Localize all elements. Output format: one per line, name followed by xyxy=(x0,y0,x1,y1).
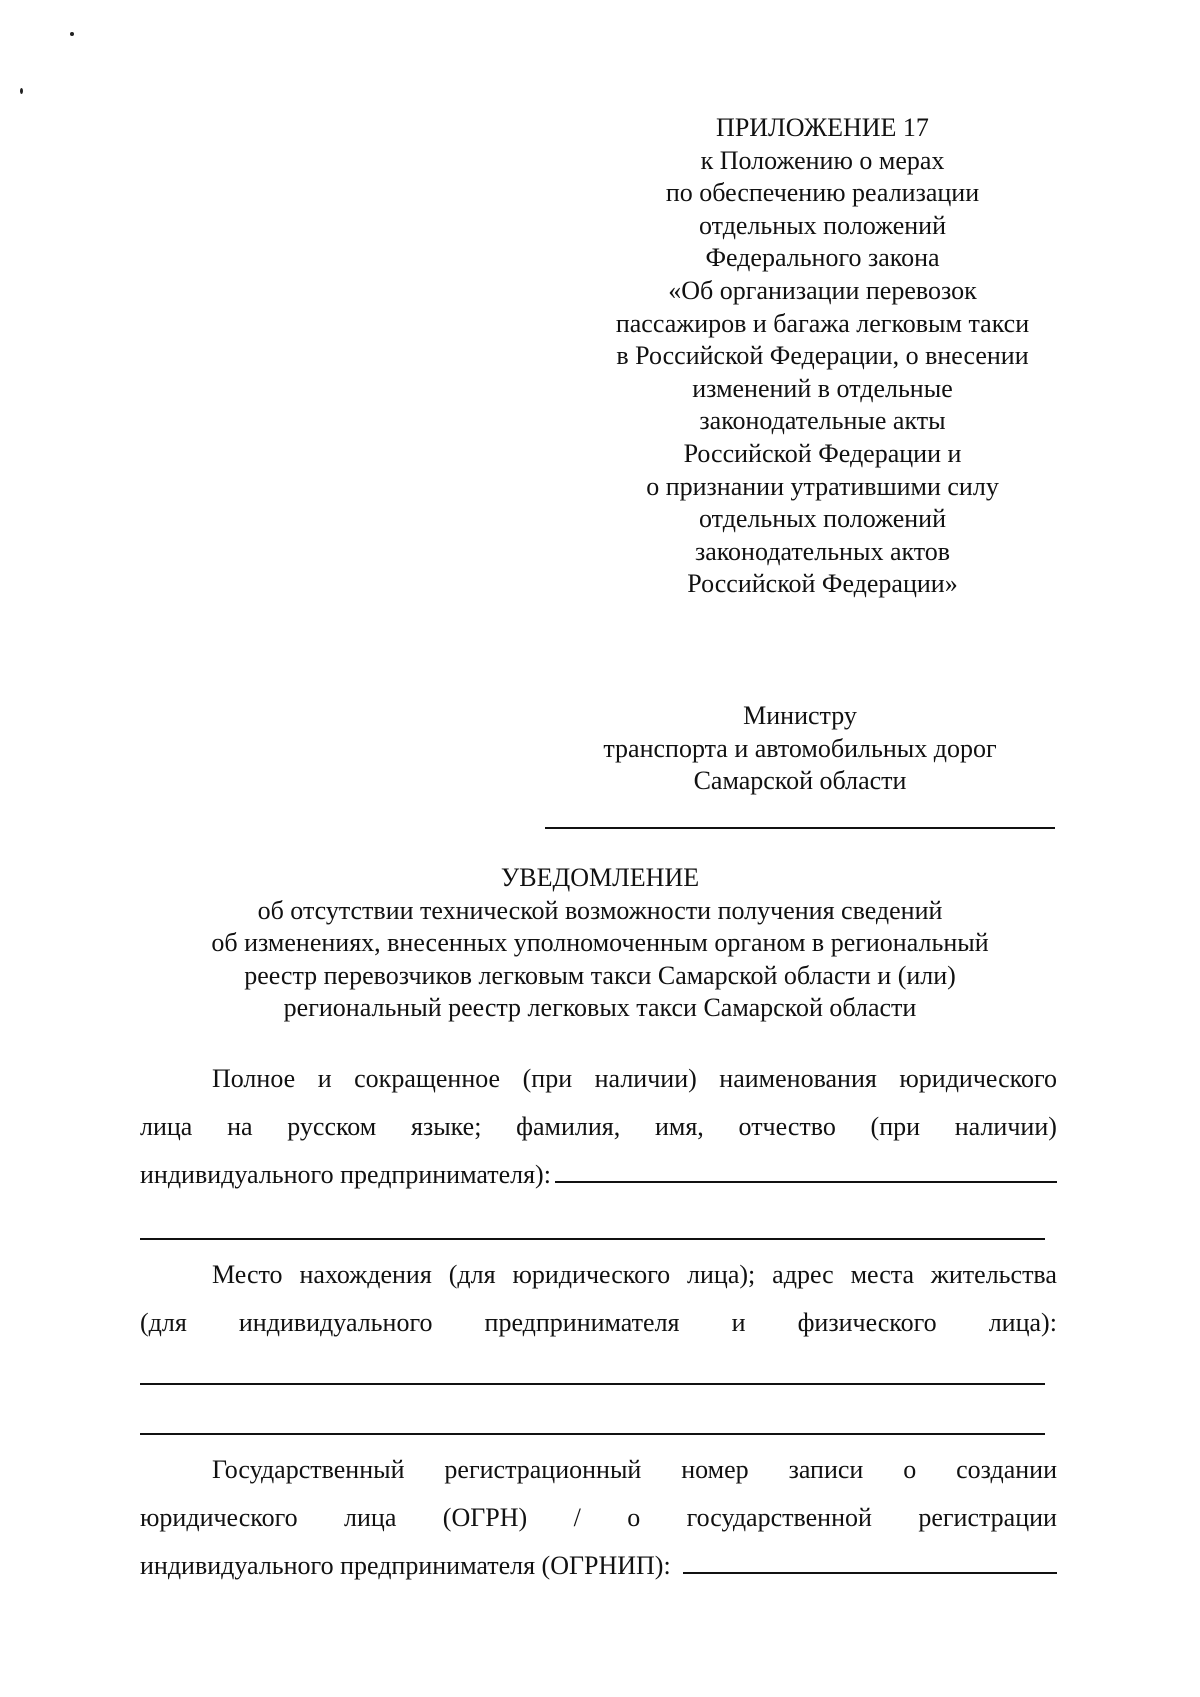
notice-heading xyxy=(150,862,1050,1025)
word: жительства xyxy=(930,1260,1057,1289)
name-field-label: индивидуального предпринимателя): xyxy=(140,1160,551,1189)
scan-speck xyxy=(70,32,74,36)
word: (при xyxy=(522,1064,573,1093)
word: на xyxy=(227,1112,253,1141)
word: физического xyxy=(797,1308,937,1337)
appendix-line: по обеспечению реализации xyxy=(665,178,980,208)
word: (ОГРН) xyxy=(442,1503,528,1532)
word: сокращенное xyxy=(354,1064,501,1093)
word: лица): xyxy=(988,1308,1057,1337)
appendix-line: изменений в отдельные xyxy=(692,373,953,403)
word: государственной xyxy=(686,1503,872,1532)
word: юридического xyxy=(140,1503,298,1532)
word: места xyxy=(850,1260,914,1289)
appendix-line: Федерального закона xyxy=(705,243,940,273)
word: номер xyxy=(681,1455,749,1484)
address-label-line xyxy=(140,1299,1057,1347)
appendix-line: в Российской Федерации, о внесении xyxy=(616,341,1029,371)
appendix-line: законодательных актов xyxy=(694,536,951,566)
word: создании xyxy=(956,1455,1057,1484)
ogrn-label-line xyxy=(140,1446,1057,1494)
addressee-line: транспорта и автомобильных дорог xyxy=(603,733,997,763)
name-input[interactable] xyxy=(555,1151,1057,1183)
word: русском xyxy=(287,1112,377,1141)
name-label-line xyxy=(140,1103,1057,1151)
address-label-line xyxy=(140,1251,1057,1299)
appendix-line: отдельных положений xyxy=(699,504,946,534)
word: имя, xyxy=(654,1112,704,1141)
appendix-line: законодательные акты xyxy=(699,406,946,436)
word: записи xyxy=(788,1455,864,1484)
name-field-block xyxy=(140,1055,1057,1199)
name-input-continuation[interactable] xyxy=(140,1238,1045,1240)
name-input-line xyxy=(140,1151,1057,1199)
ogrn-field-label: индивидуального предпринимателя (ОГРНИП): xyxy=(140,1551,671,1580)
ogrn-input[interactable] xyxy=(683,1542,1057,1574)
word: индивидуального xyxy=(238,1308,433,1337)
appendix-line: Российской Федерации и xyxy=(683,438,962,468)
word: адрес xyxy=(772,1260,834,1289)
word: наличии) xyxy=(954,1112,1057,1141)
word: лица xyxy=(140,1112,193,1141)
appendix-line: ПРИЛОЖЕНИЕ 17 xyxy=(716,113,929,142)
word: предпринимателя xyxy=(484,1308,680,1337)
appendix-line: отдельных положений xyxy=(699,210,946,240)
notice-subtitle-line: об отсутствии технической возможности получения сведений xyxy=(257,895,943,925)
word: лица); xyxy=(687,1260,756,1289)
word: языке; xyxy=(410,1112,482,1141)
addressee-signature-line[interactable] xyxy=(545,827,1055,829)
word: юридического xyxy=(899,1064,1057,1093)
scan-speck xyxy=(20,88,23,94)
ogrn-input-line xyxy=(140,1542,1057,1590)
appendix-header xyxy=(560,112,1085,601)
word: о xyxy=(903,1455,917,1484)
notice-subtitle-line: реестр перевозчиков легковым такси Самарской области и (или) xyxy=(244,960,956,990)
word: / xyxy=(573,1503,581,1532)
word: и xyxy=(317,1064,332,1093)
word: (для xyxy=(140,1308,187,1337)
word: наличии) xyxy=(594,1064,697,1093)
word: (для xyxy=(448,1260,496,1289)
appendix-line: пассажиров и багажа легковым такси xyxy=(615,308,1030,338)
address-field-block xyxy=(140,1251,1057,1347)
addressee-block xyxy=(560,700,1040,798)
appendix-line: к Положению о мерах xyxy=(700,145,945,175)
word: Полное xyxy=(212,1064,296,1093)
appendix-line: о признании утратившими силу xyxy=(646,471,999,501)
word: и xyxy=(731,1308,746,1337)
word: Государственный xyxy=(212,1455,405,1484)
name-label-line xyxy=(140,1055,1057,1103)
notice-subtitle-line: об изменениях, внесенных уполномоченным органом в региональный xyxy=(211,928,989,958)
appendix-line: «Об организации перевозок xyxy=(668,275,977,305)
word: юридического xyxy=(512,1260,671,1289)
notice-title: УВЕДОМЛЕНИЕ xyxy=(500,863,700,892)
word: отчество xyxy=(738,1112,836,1141)
ogrn-label-line xyxy=(140,1494,1057,1542)
word: наименования xyxy=(719,1064,877,1093)
addressee-line: Министру xyxy=(743,701,857,730)
word: о xyxy=(627,1503,641,1532)
appendix-line: Российской Федерации» xyxy=(687,569,958,599)
word: регистрационный xyxy=(444,1455,642,1484)
notice-subtitle-line: региональный реестр легковых такси Самарской области xyxy=(283,993,917,1023)
word: лица xyxy=(344,1503,397,1532)
address-input-line[interactable] xyxy=(140,1383,1045,1385)
addressee-line: Самарской области xyxy=(693,766,907,796)
word: Место xyxy=(212,1260,283,1289)
word: фамилия, xyxy=(516,1112,621,1141)
address-input-line[interactable] xyxy=(140,1433,1045,1435)
word: нахождения xyxy=(299,1260,432,1289)
word: регистрации xyxy=(918,1503,1057,1532)
word: (при xyxy=(870,1112,921,1141)
ogrn-field-block xyxy=(140,1446,1057,1590)
